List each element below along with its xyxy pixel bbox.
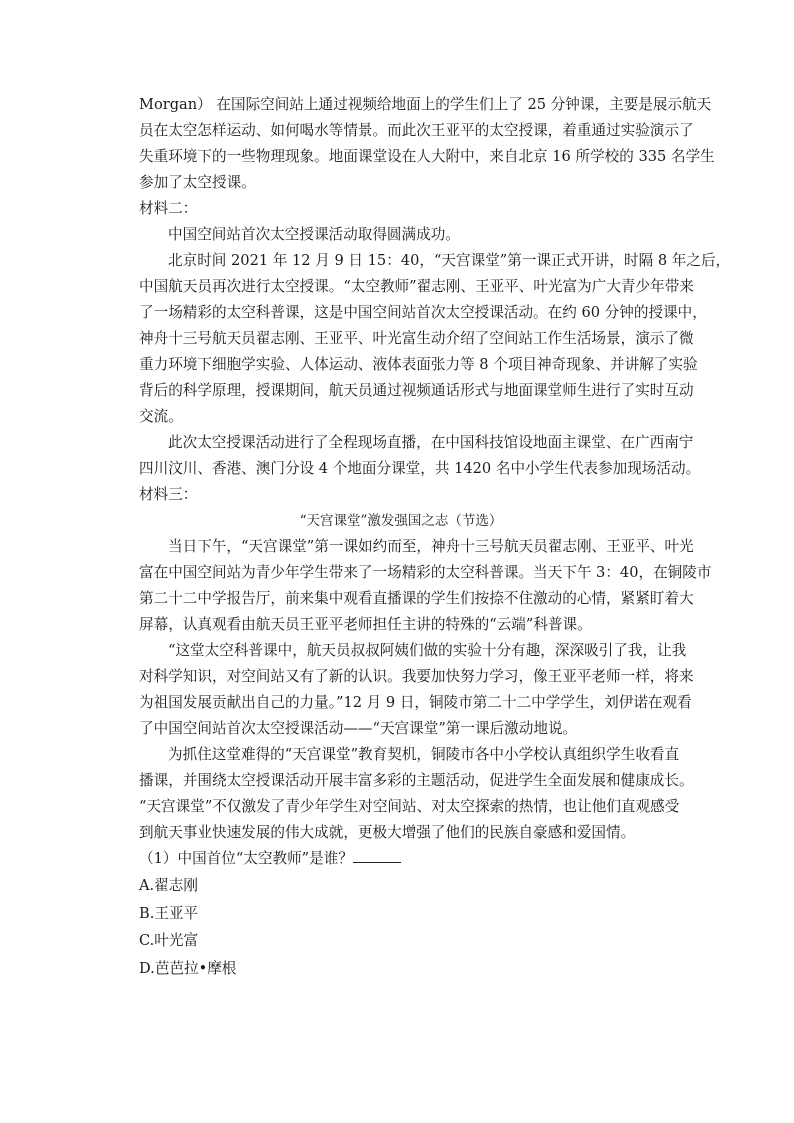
passage-line: “这堂太空科普课中，航天员叔叔阿姨们做的实验十分有趣，深深吸引了我，让我: [168, 642, 687, 659]
passage-line: 重力环境下细胞学实验、人体运动、液体表面张力等 8 个项目神奇现象、并讲解了实验: [139, 356, 698, 373]
passage-line: 为抓住这堂难得的“天宫课堂”教育契机，铜陵市各中小学校认真组织学生收看直: [168, 746, 680, 763]
answer-blank: [353, 848, 401, 863]
passage-line: 对科学知识，对空间站又有了新的认识。我要加快努力学习，像王亚平老师一样，将来: [139, 668, 694, 685]
question-prompt: （1）中国首位“太空教师”是谁？: [139, 850, 353, 867]
document-page: [139, 92, 731, 982]
passage-line: 当日下午，“天宫课堂”第一课如约而至，神舟十三号航天员翟志刚、王亚平、叶光: [168, 538, 694, 555]
passage-line: 神舟十三号航天员翟志刚、王亚平、叶光富生动介绍了空间站工作生活场景，演示了微: [139, 330, 694, 347]
passage-line: 为祖国发展贡献出自己的力量。”12 月 9 日，铜陵市第二十二中学学生，刘伊诺在观看: [139, 694, 692, 711]
passage-line: 富在中国空间站为青少年学生带来了一场精彩的太空科普课。当天下午 3：40，在铜陵市: [139, 564, 712, 581]
option-b: B.王亚平: [139, 904, 199, 922]
passage-line: 播课，并围绕太空授课活动开展丰富多彩的主题活动，促进学生全面发展和健康成长。: [139, 772, 694, 789]
option-c: C.叶光富: [139, 932, 199, 949]
passage-line: Morgan） 在国际空间站上通过视频给地面上的学生们上了 25 分钟课，主要是展示航天: [139, 96, 712, 113]
passage-line: 屏幕，认真观看由航天员王亚平老师担任主讲的特殊的“云端”科普课。: [139, 616, 592, 633]
passage-line: 交流。: [139, 408, 183, 425]
passage-line: 参加了太空授课。: [139, 174, 256, 191]
section-heading-material-3: 材料三：: [139, 486, 198, 503]
option-d: D.芭芭拉•摩根: [139, 959, 237, 977]
article-title: “天宫课堂”激发强国之志（节选）: [299, 513, 503, 529]
section-heading-material-2: 材料二：: [139, 200, 198, 217]
passage-line: 到航天事业快速发展的伟大成就，更极大增强了他们的民族自豪感和爱国情。: [139, 824, 636, 841]
passage-line: 此次太空授课活动进行了全程现场直播，在中国科技馆设地面主课堂、在广西南宁: [168, 434, 694, 451]
passage-line: 中国航天员再次进行太空授课。“太空教师”翟志刚、王亚平、叶光富为广大青少年带来: [139, 278, 694, 295]
passage-line: 北京时间 2021 年 12 月 9 日 15：40，“天宫课堂”第一课正式开讲，时隔 8 年之后，: [168, 252, 731, 269]
passage-line: 中国空间站首次太空授课活动取得圆满成功。: [168, 226, 460, 243]
passage-line: 第二十二中学报告厅，前来集中观看直播课的学生们按捺不住激动的心情，紧紧盯着大: [139, 590, 694, 607]
passage-line: 四川汶川、香港、澳门分设 4 个地面分课堂，共 1420 名中小学生代表参加现场活动。: [139, 460, 701, 477]
question-text: [139, 846, 663, 872]
passage-line: 失重环境下的一些物理现象。地面课堂设在人大附中，来自北京 16 所学校的 335 名学生: [139, 148, 715, 165]
option-a: A.翟志刚: [139, 877, 198, 894]
passage-line: 背后的科学原理，授课期间，航天员通过视频通话形式与地面课堂师生进行了实时互动: [139, 382, 694, 399]
passage-line: 员在太空怎样运动、如何喝水等情景。而此次王亚平的太空授课，着重通过实验演示了: [139, 122, 694, 139]
passage-line: “天宫课堂”不仅激发了青少年学生对空间站、对太空探索的热情，也让他们直观感受: [139, 798, 680, 815]
passage-line: 了一场精彩的太空科普课，这是中国空间站首次太空授课活动。在约 60 分钟的授课中，: [139, 304, 707, 321]
passage-line: 了中国空间站首次太空授课活动——“天宫课堂”第一课后激动地说。: [139, 720, 578, 737]
